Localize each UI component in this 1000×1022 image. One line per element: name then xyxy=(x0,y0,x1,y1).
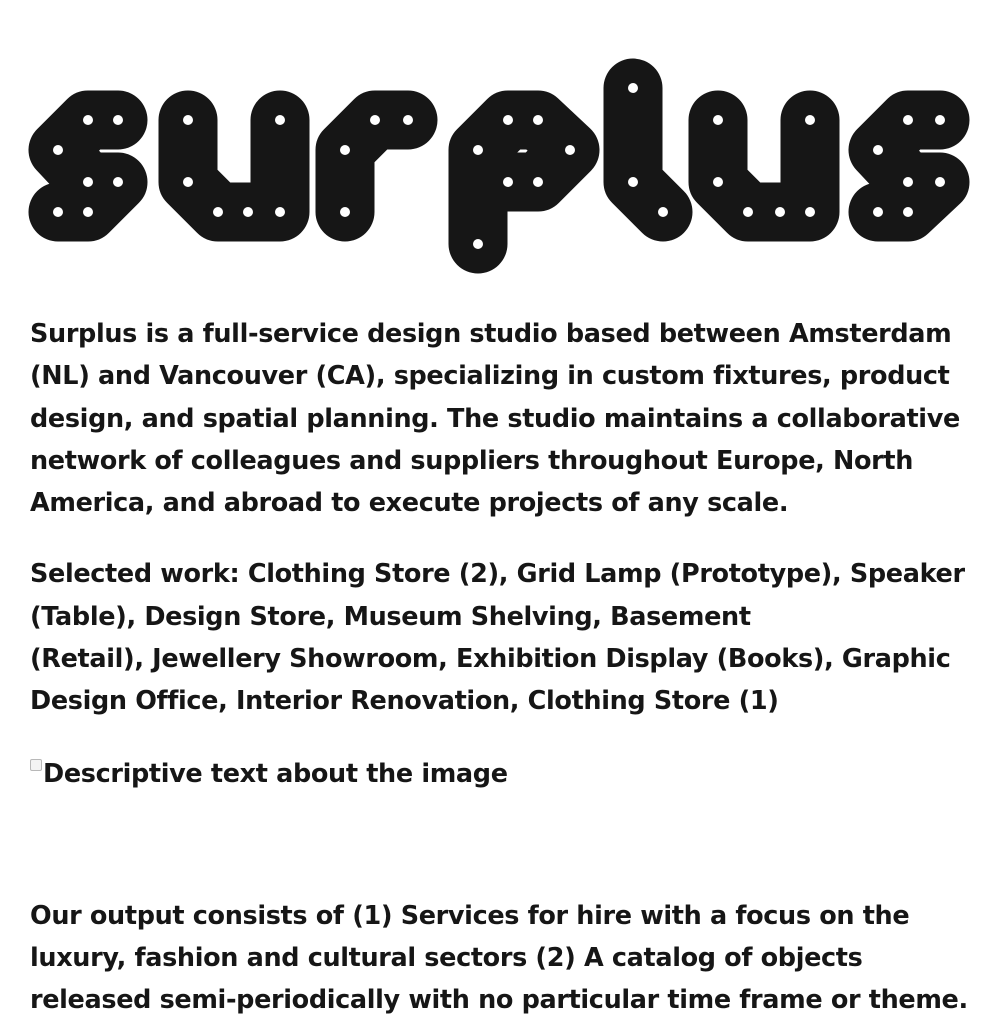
logo-dot xyxy=(473,239,483,249)
logo-dot xyxy=(340,207,350,217)
logo-dot xyxy=(370,115,380,125)
logo-letter-r xyxy=(345,120,408,212)
logo-dot xyxy=(503,115,513,125)
logo-dot xyxy=(533,115,543,125)
logo-dot xyxy=(565,145,575,155)
logo-dot xyxy=(243,207,253,217)
logo-dot xyxy=(275,207,285,217)
intro-paragraph: Surplus is a full-service design studio based between Amsterdam (NL) and Vancouver (CA), specializing in custom fixtures, product design, and spatial planning. The studio maintains a collaborative network of colleagues and suppliers throughout Europe, North America, and abroad to execute projects of any scale. xyxy=(30,319,960,519)
logo-dot xyxy=(713,115,723,125)
project-image xyxy=(30,753,975,795)
logo-dot xyxy=(805,207,815,217)
selected-work-line: (Table), Design Store, Museum Shelving, Basement xyxy=(30,601,751,632)
logo-dot xyxy=(53,145,63,155)
logo-dot xyxy=(403,115,413,125)
surplus-logo xyxy=(0,0,1000,290)
logo-letter-u-2 xyxy=(718,120,810,212)
output-paragraph: Our output consists of (1) Services for hire with a focus on the luxury, fashion and cultural sectors (2) A catalog of objects released semi-periodically with no particular time frame or theme. xyxy=(30,900,968,1016)
logo-dot xyxy=(183,115,193,125)
logo-dot xyxy=(533,177,543,187)
logo-letter-s xyxy=(58,120,118,212)
logo-dot xyxy=(83,115,93,125)
logo-letter-u xyxy=(188,120,280,212)
logo-dot xyxy=(743,207,753,217)
logo-dot xyxy=(53,207,63,217)
logo-dot xyxy=(83,177,93,187)
logo-dot xyxy=(83,207,93,217)
logo-letter-l xyxy=(633,88,663,212)
logo-dot xyxy=(903,207,913,217)
selected-work-paragraph xyxy=(30,553,975,722)
logo-dot xyxy=(873,145,883,155)
logo-dot xyxy=(903,115,913,125)
logo-dot xyxy=(503,177,513,187)
logo-dot xyxy=(473,145,483,155)
logo-dot xyxy=(213,207,223,217)
logo-dot xyxy=(903,177,913,187)
selected-work-line: Selected work: Clothing Store (2), Grid Lamp (Prototype), Speaker xyxy=(30,559,965,590)
logo-dot xyxy=(805,115,815,125)
logo-dot xyxy=(183,177,193,187)
selected-work-line: Design Office, Interior Renovation, Clothing Store (1) xyxy=(30,686,779,717)
logo-dot xyxy=(713,177,723,187)
logo-letter-s-2 xyxy=(878,120,940,212)
logo-dot xyxy=(113,177,123,187)
broken-image-icon xyxy=(30,759,42,771)
logo-dot xyxy=(935,177,945,187)
logo-dot xyxy=(935,115,945,125)
logo-dot xyxy=(113,115,123,125)
logo-dot xyxy=(775,207,785,217)
logo-dot xyxy=(275,115,285,125)
image-alt-text: Descriptive text about the image xyxy=(43,758,508,789)
logo-dot xyxy=(628,177,638,187)
logo-dot xyxy=(658,207,668,217)
logo-dot xyxy=(340,145,350,155)
logo-letter-p xyxy=(478,120,570,244)
main-content xyxy=(30,313,975,1022)
selected-work-line: (Retail), Jewellery Showroom, Exhibition Display (Books), Graphic xyxy=(30,644,951,675)
logo-dot xyxy=(873,207,883,217)
logo-dot xyxy=(628,83,638,93)
